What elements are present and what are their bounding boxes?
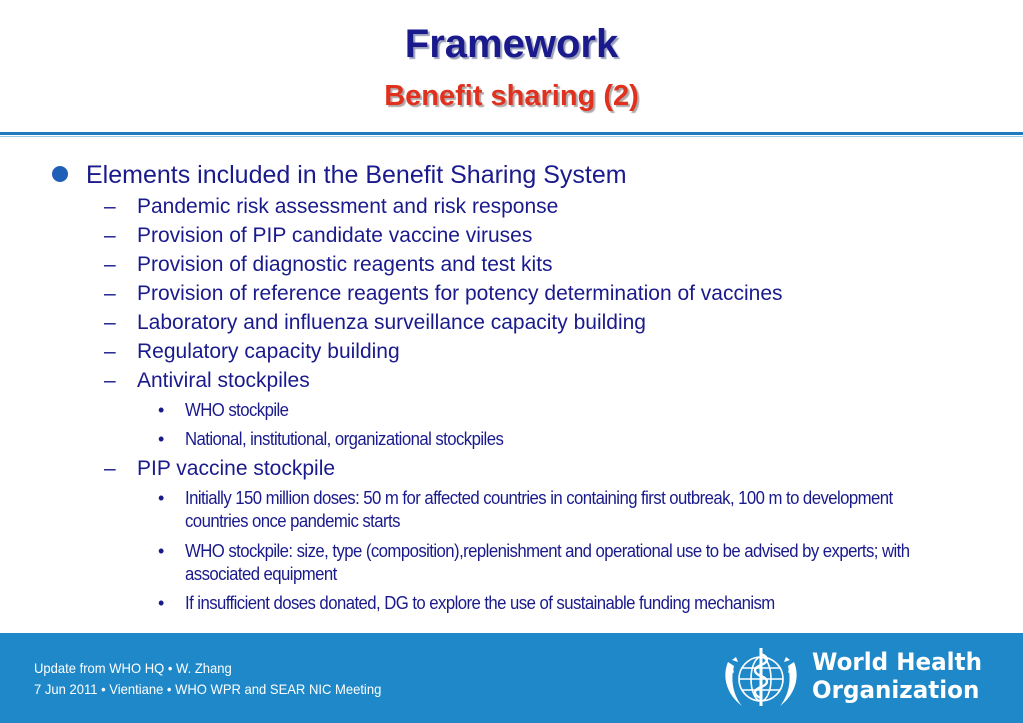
- slide-title: Framework: [404, 22, 619, 66]
- list-item: Regulatory capacity building: [137, 340, 400, 363]
- dot-bullet-icon: •: [158, 488, 165, 508]
- dot-bullet-icon: •: [158, 429, 165, 449]
- dot-bullet-icon: •: [158, 400, 165, 420]
- sub-list-item: WHO stockpile: size, type (composition),replenishment and operational use to be advised by experts; with associated equipment: [185, 541, 910, 584]
- dash-bullet-icon: –: [104, 224, 116, 247]
- who-logo-line2: Organization: [812, 676, 980, 704]
- sub-list-item: WHO stockpile: [185, 400, 289, 420]
- dash-bullet-icon: –: [104, 369, 116, 392]
- dash-bullet-icon: –: [104, 311, 116, 334]
- dash-bullet-icon: –: [104, 195, 116, 218]
- dot-bullet-icon: •: [158, 593, 165, 613]
- footer-presenter: Update from WHO HQ • W. Zhang: [34, 660, 232, 676]
- sub-list-item: National, institutional, organizational stockpiles: [185, 429, 504, 449]
- list-item: Provision of reference reagents for potency determination of vaccines: [137, 282, 783, 305]
- sub-list-item: If insufficient doses donated, DG to explore the use of sustainable funding mechanism: [185, 593, 775, 613]
- list-item: Antiviral stockpiles: [137, 369, 310, 392]
- list-item: Laboratory and influenza surveillance capacity building: [137, 311, 646, 334]
- who-emblem-icon: [718, 642, 804, 714]
- list-item: Provision of PIP candidate vaccine viruses: [137, 224, 533, 247]
- main-bullet: Elements included in the Benefit Sharing System: [86, 161, 627, 189]
- dash-bullet-icon: –: [104, 282, 116, 305]
- round-bullet-icon: [52, 166, 68, 182]
- who-logo-line1: World Health: [812, 648, 982, 676]
- dash-bullet-icon: –: [104, 457, 116, 480]
- slide-subtitle: Benefit sharing (2): [384, 80, 639, 112]
- footer-event: 7 Jun 2011 • Vientiane • WHO WPR and SEAR NIC Meeting: [34, 681, 382, 697]
- list-item: Provision of diagnostic reagents and test kits: [137, 253, 553, 276]
- dash-bullet-icon: –: [104, 340, 116, 363]
- dot-bullet-icon: •: [158, 541, 165, 561]
- list-item: Pandemic risk assessment and risk response: [137, 195, 559, 218]
- dash-bullet-icon: –: [104, 253, 116, 276]
- list-item: PIP vaccine stockpile: [137, 457, 336, 480]
- sub-list-item: Initially 150 million doses: 50 m for affected countries in containing first outbreak, 100 m to development countries once pandemic starts: [185, 488, 893, 531]
